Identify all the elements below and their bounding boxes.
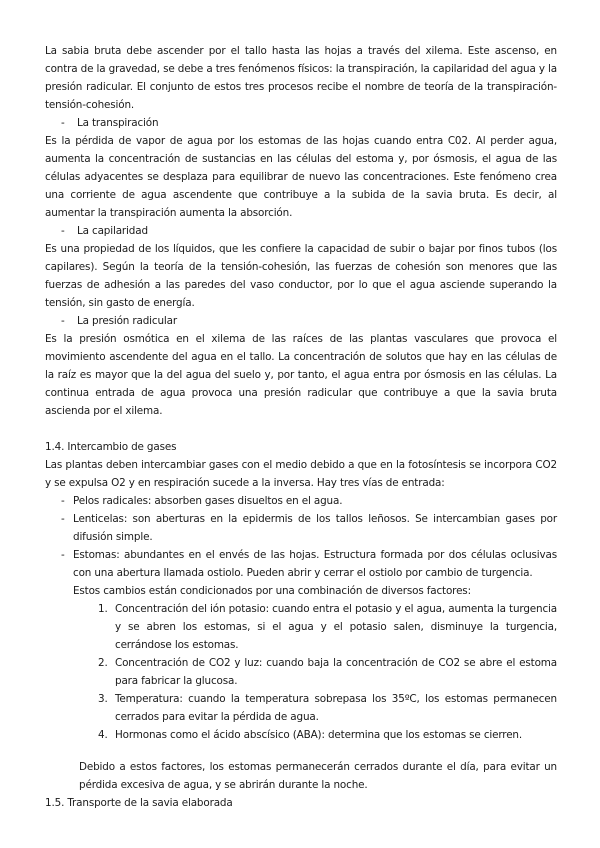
dash-bullet: -: [61, 495, 65, 507]
closing-paragraph: Debido a estos factores, los estomas permanecerán cerrados durante el día, para evitar un pérdida excesiva de agua, y se abrirán durante la noche.: [79, 761, 557, 791]
list-item: 3. Temperatura: cuando la temperatura sobrepasa los 35ºC, los estomas permanecen cerrados para evitar la pérdida de agua.: [98, 693, 557, 723]
heading-presion-radicular: - La presión radicular: [45, 312, 557, 330]
entry-routes-list: [45, 492, 557, 582]
presion-paragraph: Es la presión osmótica en el xilema de las raíces de las plantas vasculares que provoca el movimiento ascendente del agua en el tallo. La concentración de solutos que hay en las células de la raíz es mayor que la del agua del suelo y, por tanto, el agua entra por ósmosis en las células. La continua entrada de agua provoca una presión radicular que contribuye a que la savia bruta ascienda por el xilema.: [45, 333, 557, 417]
section-title-1-5: 1.5. Transporte de la savia elaborada: [45, 797, 233, 809]
dash-bullet: -: [61, 117, 65, 129]
list-item: 1. Concentración del ión potasio: cuando entra el potasio y el agua, aumenta la turgencia y se abren los estomas, si el agua y el potasio salen, disminuye la turgencia, cerrándose los estomas.: [98, 603, 557, 651]
gases-intro-paragraph: Las plantas deben intercambiar gases con el medio debido a que en la fotosíntesis se incorpora CO2 y se expulsa O2 y en respiración sucede a la inversa. Hay tres vías de entrada:: [45, 459, 557, 489]
list-item: - Lenticelas: son aberturas en la epidermis de los tallos leñosos. Se intercambian gases por difusión simple.: [45, 510, 557, 546]
section-title-1-4: 1.4. Intercambio de gases: [45, 441, 177, 453]
dash-bullet: -: [61, 315, 65, 327]
document-body: [45, 42, 557, 812]
factors-list: [45, 600, 557, 744]
list-item: 2. Concentración de CO2 y luz: cuando baja la concentración de CO2 se abre el estoma para fabricar la glucosa.: [98, 657, 557, 687]
list-item: 4. Hormonas como el ácido abscísico (ABA): determina que los estomas se cierren.: [98, 729, 523, 741]
dash-bullet: -: [61, 513, 65, 525]
heading-capilaridad: - La capilaridad: [45, 222, 557, 240]
list-item: - Pelos radicales: absorben gases disueltos en el agua.: [45, 492, 557, 510]
factors-intro: Estos cambios están condicionados por una combinación de diversos factores:: [73, 585, 471, 597]
heading-transpiracion: - La transpiración: [45, 114, 557, 132]
dash-bullet: -: [61, 225, 65, 237]
intro-paragraph: La sabia bruta debe ascender por el tallo hasta las hojas a través del xilema. Este ascenso, en contra de la gravedad, se debe a tres fenómenos físicos: la transpiración, la capilaridad del agua y la presión radicular. El conjunto de estos tres procesos recibe el nombre de teoría de la transpiración-tensión-cohesión.: [45, 45, 557, 111]
capilaridad-paragraph: Es una propiedad de los líquidos, que les confiere la capacidad de subir o bajar por finos tubos (los capilares). Según la teoría de la tensión-cohesión, las fuerzas de cohesión son menores que las fuerzas de adhesión a las paredes del vaso conductor, por lo que el agua asciende superando la tensión, sin gasto de energía.: [45, 243, 557, 309]
list-item: - Estomas: abundantes en el envés de las hojas. Estructura formada por dos células oclusivas con una abertura llamada ostiolo. Pueden abrir y cerrar el ostiolo por cambio de turgencia.: [45, 546, 557, 582]
dash-bullet: -: [61, 549, 65, 561]
transpiracion-paragraph: Es la pérdida de vapor de agua por los estomas de las hojas cuando entra C02. Al perder agua, aumenta la concentración de sustancias en las células del estoma y, por ósmosis, el agua de las células adyacentes se desplaza para equilibrar de nuevo las concentraciones. Este fenómeno crea una corriente de agua ascendente que contribuye a la subida de la savia bruta. Es decir, al aumentar la transpiración aumenta la absorción.: [45, 135, 557, 219]
